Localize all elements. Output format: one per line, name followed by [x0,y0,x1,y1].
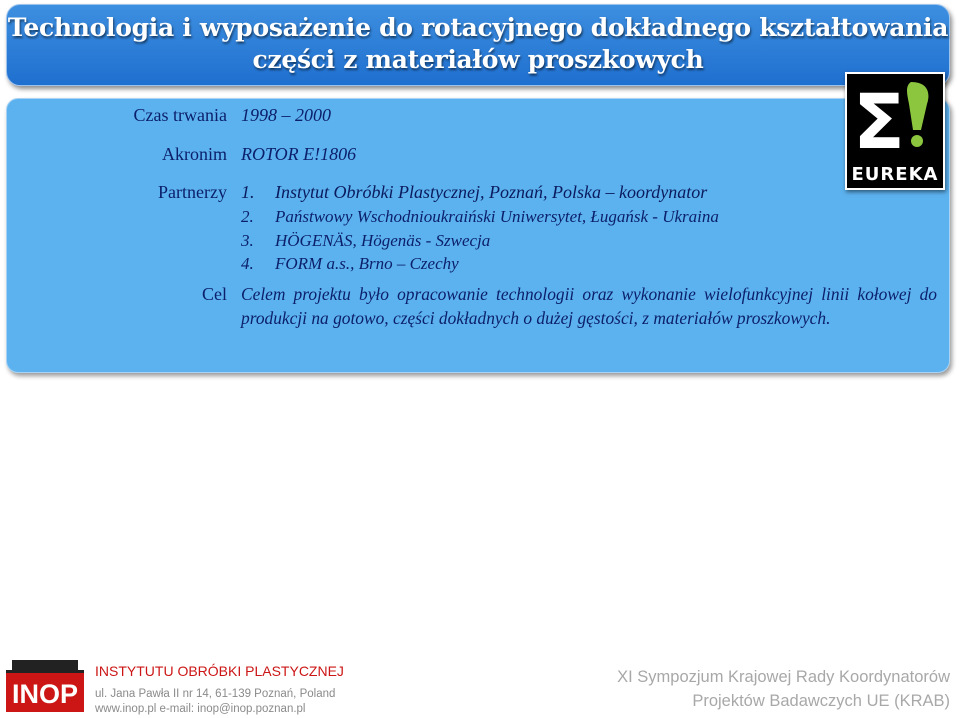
partner-name: FORM a.s., Brno – Czechy [275,254,459,273]
partner-number: 3. [241,231,254,250]
duration-label: Czas trwania [133,105,227,125]
partner-number: 4. [241,254,254,273]
conference-line-2: Projektów Badawczych UE (KRAB) [692,692,950,710]
inop-logo-text: INOP [11,679,79,709]
institute-address: ul. Jana Pawła II nr 14, 61-139 Poznań, Poland [95,688,336,700]
project-info-panel [6,98,950,373]
partner-item-4 [241,254,459,274]
partner-item-3 [241,231,490,251]
institute-contact: www.inop.pl e-mail: inop@inop.poznan.pl [95,703,306,715]
partner-number: 1. [241,182,255,202]
footer [0,652,960,718]
partner-item-1 [241,182,707,203]
goal-label: Cel [202,284,227,304]
partner-name: HÖGENÄS, Högenäs - Szwecja [275,231,491,250]
conference-line-1: XI Sympozjum Krajowej Rady Koordynatorów [617,668,950,686]
eureka-logo [845,72,945,190]
duration-value: 1998 – 2000 [241,105,331,125]
title-line-1: Technologia i wyposażenie do rotacyjnego dokładnego kształtowania [7,13,949,42]
institute-name: INSTYTUTU OBRÓBKI PLASTYCZNEJ [95,663,344,679]
partner-number: 2. [241,207,254,226]
eureka-sigma-exclamation-icon [847,74,943,160]
title-banner [6,4,950,86]
svg-text:Σ: Σ [853,77,905,160]
acronym-value: ROTOR E!1806 [241,144,357,164]
partner-name: Instytut Obróbki Plastycznej, Poznań, Polska – koordynator [275,182,708,202]
inop-logo-icon [6,658,84,714]
goal-text: Celem projektu było opracowanie technologii oraz wykonanie wielofunkcyjnej linii kołowej do produkcji na gotowo, części dokładnych o dużej gęstości, z materiałów proszkowych. [241,284,937,328]
title-line-2: części z materiałów proszkowych [252,45,704,74]
partner-item-2 [241,207,719,227]
acronym-label: Akronim [162,144,227,164]
partners-label: Partnerzy [158,182,227,202]
partner-name: Państwowy Wschodnioukraiński Uniwersytet, Ługańsk - Ukraina [275,207,719,226]
eureka-text: EUREKA [851,164,939,185]
